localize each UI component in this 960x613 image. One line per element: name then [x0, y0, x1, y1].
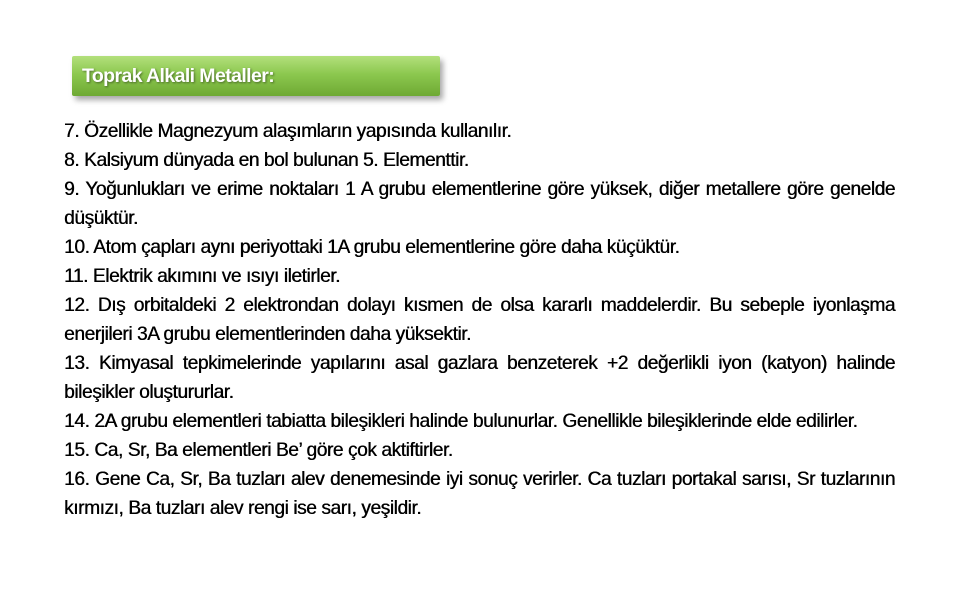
list-item: 10. Atom çapları aynı periyottaki 1A grubu elementlerine göre daha küçüktür.	[64, 237, 680, 258]
list-item: 14. 2A grubu elementleri tabiatta bileşikleri halinde bulunurlar. Genellikle bileşiklerinde elde edilirler.	[64, 411, 858, 432]
list-item: 8. Kalsiyum dünyada en bol bulunan 5. Elementtir.	[64, 150, 469, 171]
list-item: 12. Dış orbitaldeki 2 elektrondan dolayı kısmen de olsa kararlı maddelerdir. Bu sebeple iyonlaşma enerjileri 3A grubu elementlerinden daha yüksektir.	[64, 295, 895, 345]
list-item: 11. Elektrik akımını ve ısıyı iletirler.	[64, 266, 340, 287]
list-item: 13. Kimyasal tepkimelerinde yapılarını asal gazlara benzeterek +2 değerlikli iyon (katyon) halinde bileşikler oluştururlar.	[64, 353, 895, 403]
list-item: 7. Özellikle Magnezyum alaşımların yapısında kullanılır.	[64, 121, 512, 142]
title-banner	[72, 56, 440, 96]
list-item: 16. Gene Ca, Sr, Ba tuzları alev denemesinde iyi sonuç verirler. Ca tuzları portakal sarısı, Sr tuzlarının kırmızı, Ba tuzları alev rengi ise sarı, yeşildir.	[64, 469, 895, 519]
slide-title: Toprak Alkali Metaller:	[82, 64, 275, 87]
list-item: 15. Ca, Sr, Ba elementleri Be’ göre çok aktiftirler.	[64, 440, 453, 461]
content-list	[64, 117, 895, 523]
list-item: 9. Yoğunlukları ve erime noktaları 1 A grubu elementlerine göre yüksek, diğer metallere göre genelde düşüktür.	[64, 179, 895, 229]
